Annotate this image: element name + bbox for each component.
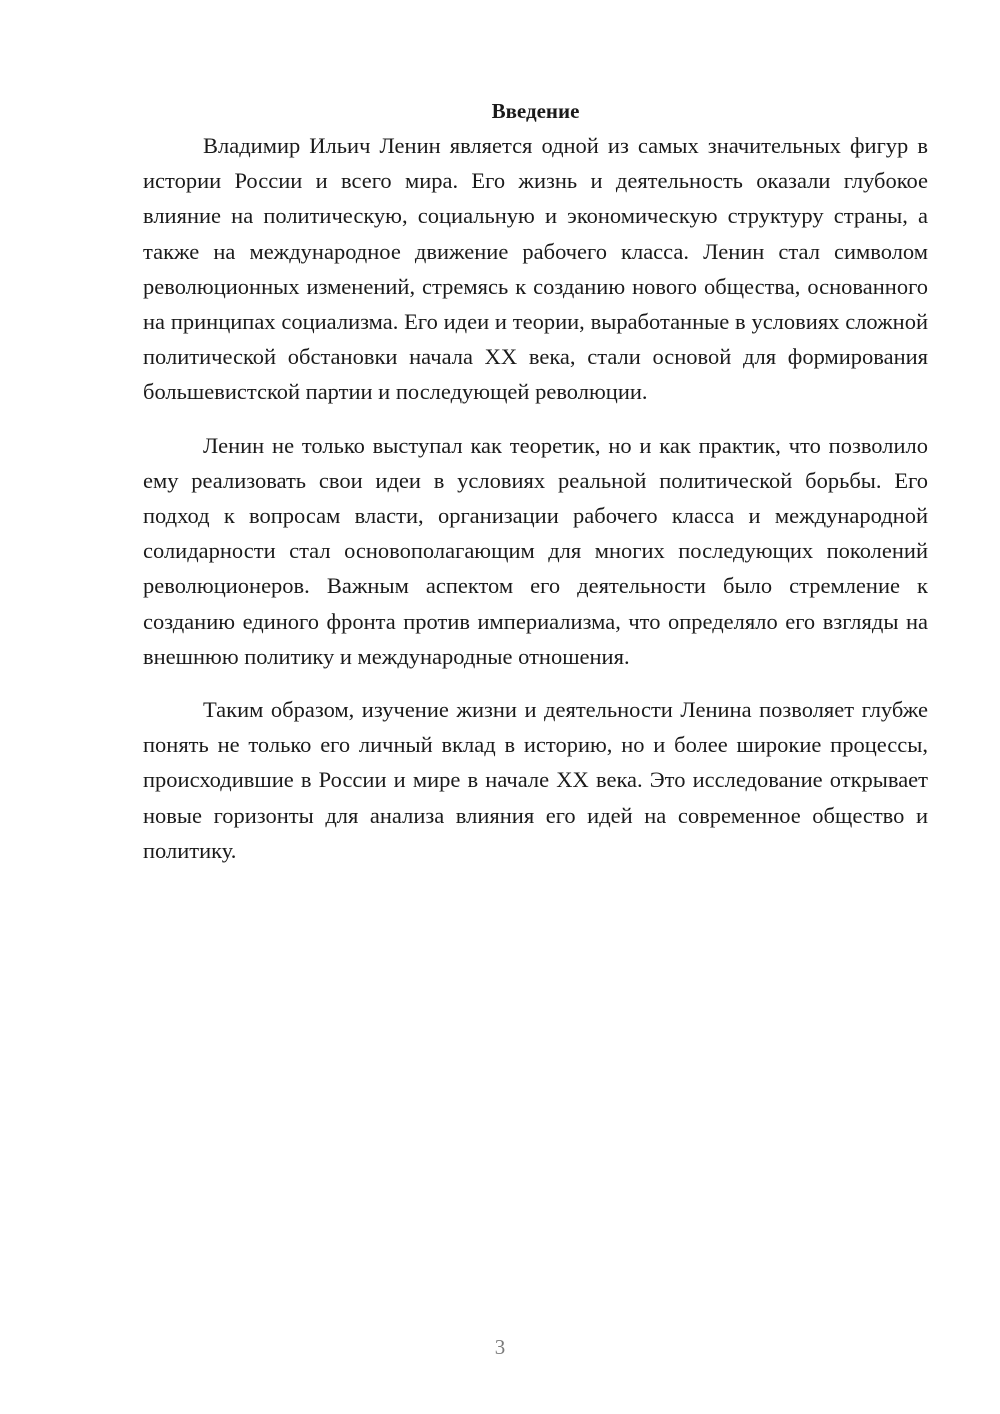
section-heading: Введение	[491, 99, 580, 123]
page-content	[143, 95, 928, 886]
page-number: 3	[494, 1335, 506, 1359]
paragraph-2: Ленин не только выступал как теоретик, но и как практик, что позволило ему реализовать свои идеи в условиях реальной политической борьбы. Его подход к вопросам власти, организации рабочего класса и международной солидарности стал основополагающим для многих последующих поколений революционеров. Важным аспектом его деятельности было стремление к созданию единого фронта против империализма, что определяло его взгляды на внешнюю политику и международные отношения.	[143, 432, 928, 669]
paragraph-1: Владимир Ильич Ленин является одной из самых значительных фигур в истории России и всего мира. Его жизнь и деятельность оказали глубокое влияние на политическую, социальную и экономическую структуру страны, а также на международное движение рабочего класса. Ленин стал символом революционных изменений, стремясь к созданию нового общества, основанного на принципах социализма. Его идеи и теории, выработанные в условиях сложной политической обстановки начала XX века, стали основой для формирования большевистской партии и последующей революции.	[143, 133, 928, 405]
paragraph-3: Таким образом, изучение жизни и деятельности Ленина позволяет глубже понять не только его личный вклад в историю, но и более широкие процессы, происходившие в России и мире в начале XX века. Это исследование открывает новые горизонты для анализа влияния его идей на современное общество и политику.	[143, 697, 928, 863]
